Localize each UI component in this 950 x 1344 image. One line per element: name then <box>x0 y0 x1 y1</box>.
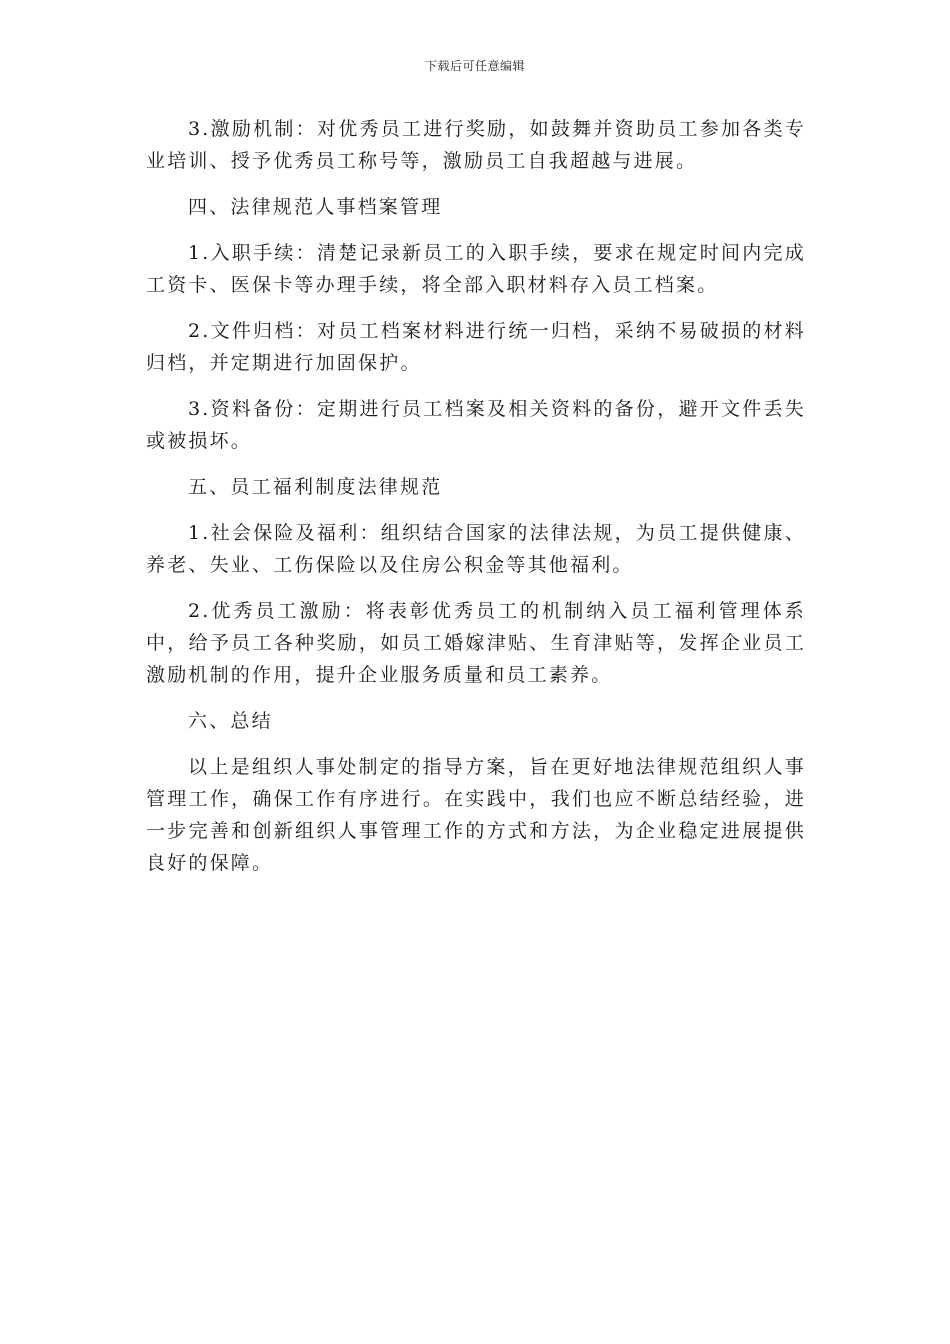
header-note: 下载后可任意编辑 <box>424 59 525 73</box>
paragraph-employee-incentive: 2.优秀员工激励：将表彰优秀员工的机制纳入员工福利管理体系中，给予员工各种奖励，如员工婚嫁津贴、生育津贴等，发挥企业员工激励机制的作用，提升企业服务质量和员工素养。 <box>146 600 806 686</box>
paragraph-social-insurance: 1.社会保险及福利：组织结合国家的法律法规，为员工提供健康、养老、失业、工伤保险以及住房公积金等其他福利。 <box>146 522 806 576</box>
section-heading-welfare: 五、员工福利制度法律规范 <box>188 476 443 498</box>
paragraph-summary: 以上是组织人事处制定的指导方案，旨在更好地法律规范组织人事管理工作，确保工作有序进行。在实践中，我们也应不断总结经验，进一步完善和创新组织人事管理工作的方式和方法，为企业稳定进展提供良好的保障。 <box>146 756 806 874</box>
section-heading-archives: 四、法律规范人事档案管理 <box>188 196 443 218</box>
section-heading-summary: 六、总结 <box>188 710 273 732</box>
paragraph-filing: 2.文件归档：对员工档案材料进行统一归档，采纳不易破损的材料归档，并定期进行加固保护。 <box>146 320 806 374</box>
paragraph-incentive-mechanism: 3.激励机制：对优秀员工进行奖励，如鼓舞并资助员工参加各类专业培训、授予优秀员工称号等，激励员工自我超越与进展。 <box>146 118 806 172</box>
paragraph-onboarding: 1.入职手续：清楚记录新员工的入职手续，要求在规定时间内完成工资卡、医保卡等办理手续，将全部入职材料存入员工档案。 <box>146 242 806 296</box>
paragraph-backup: 3.资料备份：定期进行员工档案及相关资料的备份，避开文件丢失或被损坏。 <box>146 398 806 452</box>
document-body <box>146 113 806 893</box>
